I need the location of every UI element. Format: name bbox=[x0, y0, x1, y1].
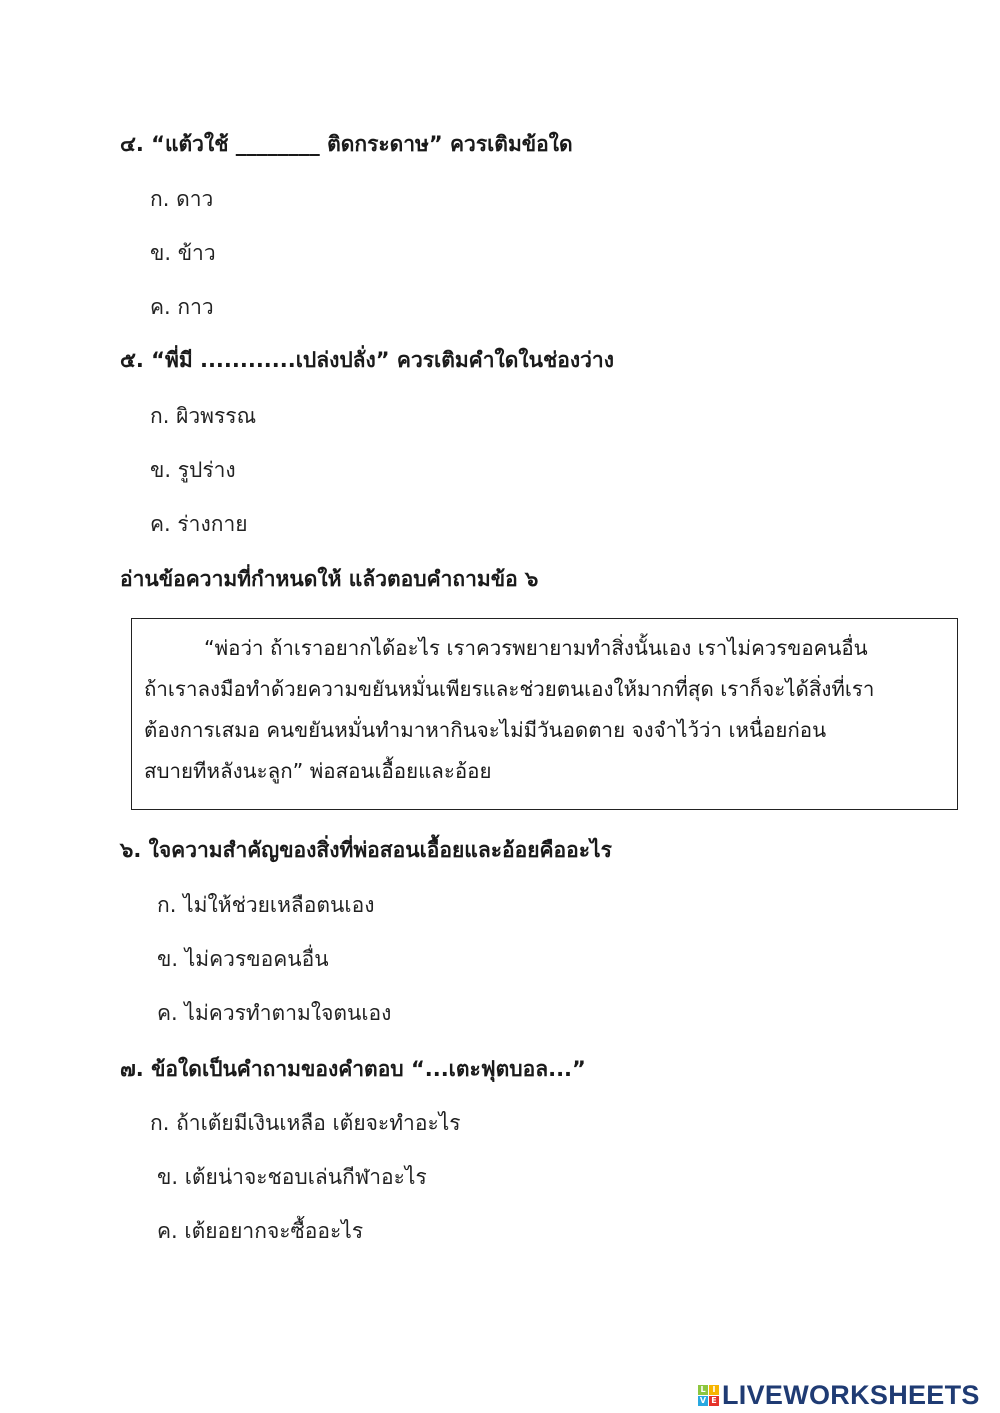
q6-option-b[interactable]: ข. ไม่ควรขอคนอื่น bbox=[157, 947, 329, 971]
q4-option-b[interactable]: ข. ข้าว bbox=[150, 241, 216, 265]
question-5: ๕. “พี่มี ............เปล่งปลั่ง” ควรเติมคำใดในช่องว่าง bbox=[120, 348, 614, 372]
question-7: ๗. ข้อใดเป็นคำถามของคำตอบ “...เตะฟุตบอล...” bbox=[120, 1057, 586, 1081]
liveworksheets-logo bbox=[698, 1380, 980, 1411]
logo-text: LIVEWORKSHEETS bbox=[722, 1380, 980, 1410]
q5-option-c[interactable]: ค. ร่างกาย bbox=[150, 512, 248, 536]
logo-badge-i: I bbox=[709, 1385, 719, 1395]
q7-option-b[interactable]: ข. เต้ยน่าจะชอบเล่นกีฬาอะไร bbox=[157, 1165, 427, 1189]
reading-instruction: อ่านข้อความที่กำหนดให้ แล้วตอบคำถามข้อ ๖ bbox=[120, 567, 539, 591]
question-4: ๔. “แต้วใช้ ________ ติดกระดาษ” ควรเติมข้อใด bbox=[120, 132, 573, 156]
q7-option-c[interactable]: ค. เต้ยอยากจะซื้ออะไร bbox=[157, 1219, 364, 1243]
logo-badge-l: L bbox=[698, 1385, 708, 1395]
q5-option-a[interactable]: ก. ผิวพรรณ bbox=[150, 404, 257, 428]
logo-badge-icon bbox=[698, 1385, 719, 1406]
q4-option-a[interactable]: ก. ดาว bbox=[150, 187, 214, 211]
q6-option-c[interactable]: ค. ไม่ควรทำตามใจตนเอง bbox=[157, 1001, 392, 1025]
passage-line-3: ต้องการเสมอ คนขยันหมั่นทำมาหากินจะไม่มีวันอดตาย จงจำไว้ว่า เหนื่อยก่อน bbox=[144, 718, 827, 742]
logo-badge-e: E bbox=[709, 1396, 719, 1406]
q5-option-b[interactable]: ข. รูปร่าง bbox=[150, 458, 236, 482]
passage-line-4: สบายทีหลังนะลูก” พ่อสอนเอื้อยและอ้อย bbox=[144, 759, 492, 783]
passage-line-1: “พ่อว่า ถ้าเราอยากได้อะไร เราควรพยายามทำสิ่งนั้นเอง เราไม่ควรขอคนอื่น bbox=[204, 636, 868, 660]
passage-line-2: ถ้าเราลงมือทำด้วยความขยันหมั่นเพียรและช่วยตนเองให้มากที่สุด เราก็จะได้สิ่งที่เรา bbox=[144, 677, 875, 701]
q4-option-c[interactable]: ค. กาว bbox=[150, 295, 214, 319]
q7-option-a[interactable]: ก. ถ้าเต้ยมีเงินเหลือ เต้ยจะทำอะไร bbox=[150, 1111, 461, 1135]
question-6: ๖. ใจความสำคัญของสิ่งที่พ่อสอนเอื้อยและอ้อยคืออะไร bbox=[120, 838, 612, 862]
q6-option-a[interactable]: ก. ไม่ให้ช่วยเหลือตนเอง bbox=[157, 893, 375, 917]
logo-badge-v: V bbox=[699, 1396, 707, 1405]
